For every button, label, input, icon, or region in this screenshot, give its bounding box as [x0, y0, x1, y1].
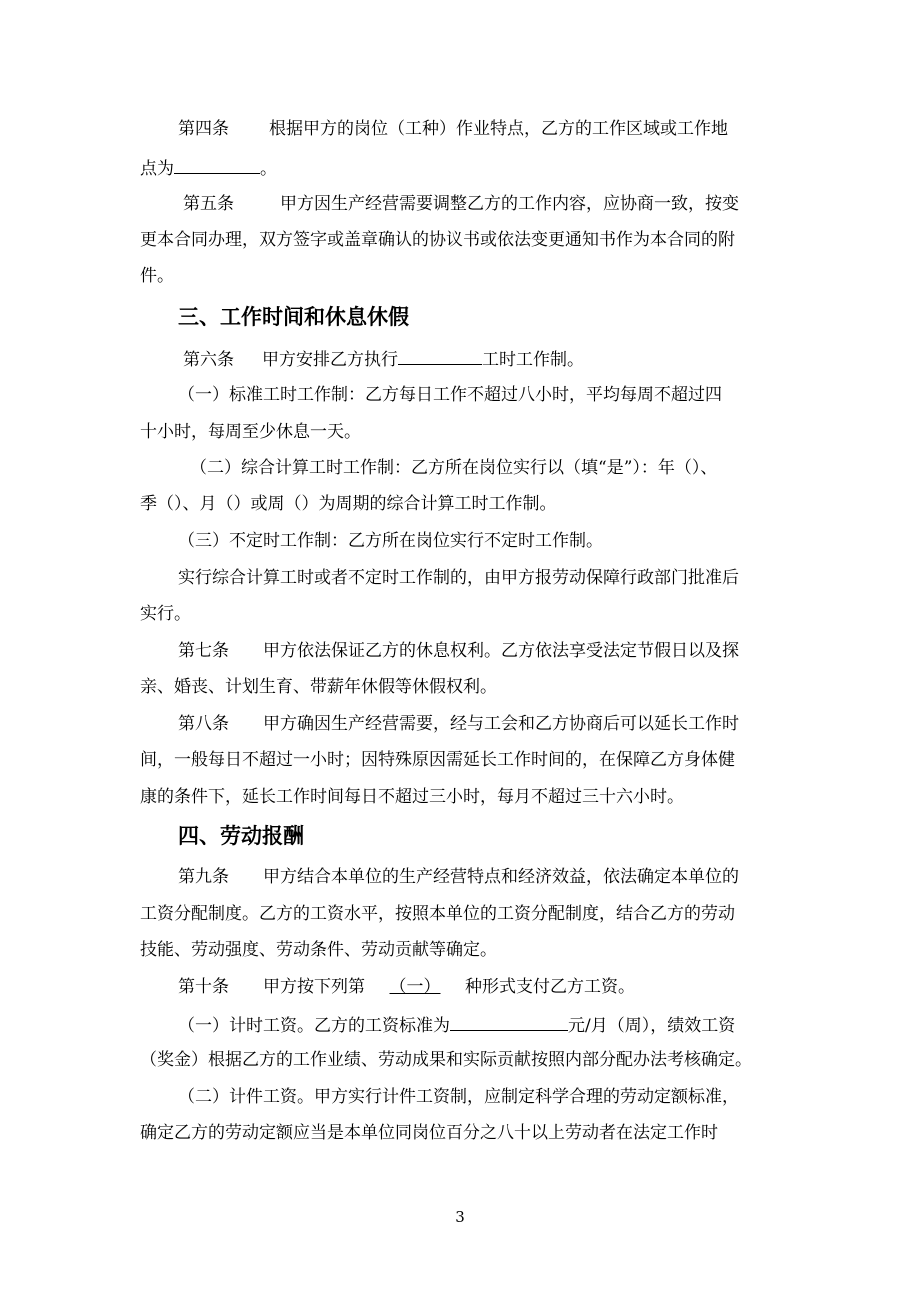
article-8-line-1: 第八条 甲方确因生产经营需要，经与工会和乙方协商后可以延长工作时: [178, 714, 739, 734]
item-6-1-line-1: （一）标准工时工作制：乙方每日工作不超过八小时，平均每周不超过四: [178, 385, 722, 405]
article-5-line-2: 更本合同办理，双方签字或盖章确认的协议书或依法变更通知书作为本合同的附: [140, 230, 735, 250]
article-8-line-3: 康的条件下，延长工作时间每日不超过三小时，每月不超过三十六小时。: [140, 787, 684, 807]
article-6-label: 第六条: [183, 350, 234, 370]
page-number: 3: [455, 1208, 465, 1226]
item-6-1-line-2: 十小时，每周至少休息一天。: [140, 422, 361, 442]
item-10-1-line-2: （奖金）根据乙方的工作业绩、劳动成果和实际贡献按照内部分配办法考核确定。: [140, 1050, 752, 1070]
note-6-line-2: 实行。: [140, 604, 191, 624]
article-9-line-2: 工资分配制度。乙方的工资水平，按照本单位的工资分配制度，结合乙方的劳动: [140, 904, 735, 924]
article-5-line-1: 第五条 甲方因生产经营需要调整乙方的工作内容，应协商一致，按变: [183, 194, 739, 214]
article-4-line-1: 第四条 根据甲方的岗位（工种）作业特点，乙方的工作区域或工作地: [178, 119, 728, 139]
article-6-line: 第六条 甲方安排乙方执行 工时工作制。: [183, 347, 584, 371]
article-7-line-2: 亲、婚丧、计划生育、带薪年休假等休假权利。: [140, 677, 497, 697]
article-9-line-1: 第九条 甲方结合本单位的生产经营特点和经济效益，依法确定本单位的: [178, 867, 739, 887]
article-10-line: 第十条 甲方按下列第 （一） 种形式支付乙方工资。: [178, 977, 635, 997]
section-3-heading: 三、工作时间和休息休假: [178, 305, 409, 329]
item-10-1-line-1: （一）计时工资。乙方的工资标准为 元/月（周），绩效工资: [178, 1013, 735, 1037]
article-9-label: 第九条: [178, 867, 229, 887]
work-location-blank[interactable]: [174, 156, 260, 174]
item-6-2-line-1: （二）综合计算工时工作制：乙方所在岗位实行以（填“是”）：年（）、: [190, 458, 718, 478]
article-5-line-3: 件。: [140, 266, 174, 286]
item-10-2-line-2: 确定乙方的劳动定额应当是本单位同岗位百分之八十以上劳动者在法定工作时: [140, 1123, 718, 1143]
article-4-label: 第四条: [178, 119, 229, 139]
article-7-label: 第七条: [178, 641, 229, 661]
payment-form-choice[interactable]: （一）: [389, 977, 441, 997]
article-5-label: 第五条: [183, 194, 234, 214]
article-8-label: 第八条: [178, 714, 229, 734]
article-7-line-1: 第七条 甲方依法保证乙方的休息权利。乙方依法享受法定节假日以及探: [178, 641, 739, 661]
article-8-line-2: 间，一般每日不超过一小时；因特殊原因需延长工作时间的，在保障乙方身体健: [140, 750, 735, 770]
article-9-line-3: 技能、劳动强度、劳动条件、劳动贡献等确定。: [140, 940, 497, 960]
wage-standard-blank[interactable]: [450, 1013, 568, 1031]
section-4-heading: 四、劳动报酬: [178, 824, 304, 848]
item-10-2-line-1: （二）计件工资。甲方实行计件工资制，应制定科学合理的劳动定额标准，: [178, 1087, 739, 1107]
item-6-3-line-1: （三）不定时工作制：乙方所在岗位实行不定时工作制。: [178, 531, 603, 551]
article-10-label: 第十条: [178, 977, 229, 997]
item-6-2-line-2: 季（）、月（）或周（）为周期的综合计算工时工作制。: [140, 494, 557, 514]
work-hours-system-blank[interactable]: [398, 347, 482, 365]
article-4-line-2: 点为 。: [140, 156, 277, 180]
note-6-line-1: 实行综合计算工时或者不定时工作制的，由甲方报劳动保障行政部门批准后: [178, 568, 739, 588]
